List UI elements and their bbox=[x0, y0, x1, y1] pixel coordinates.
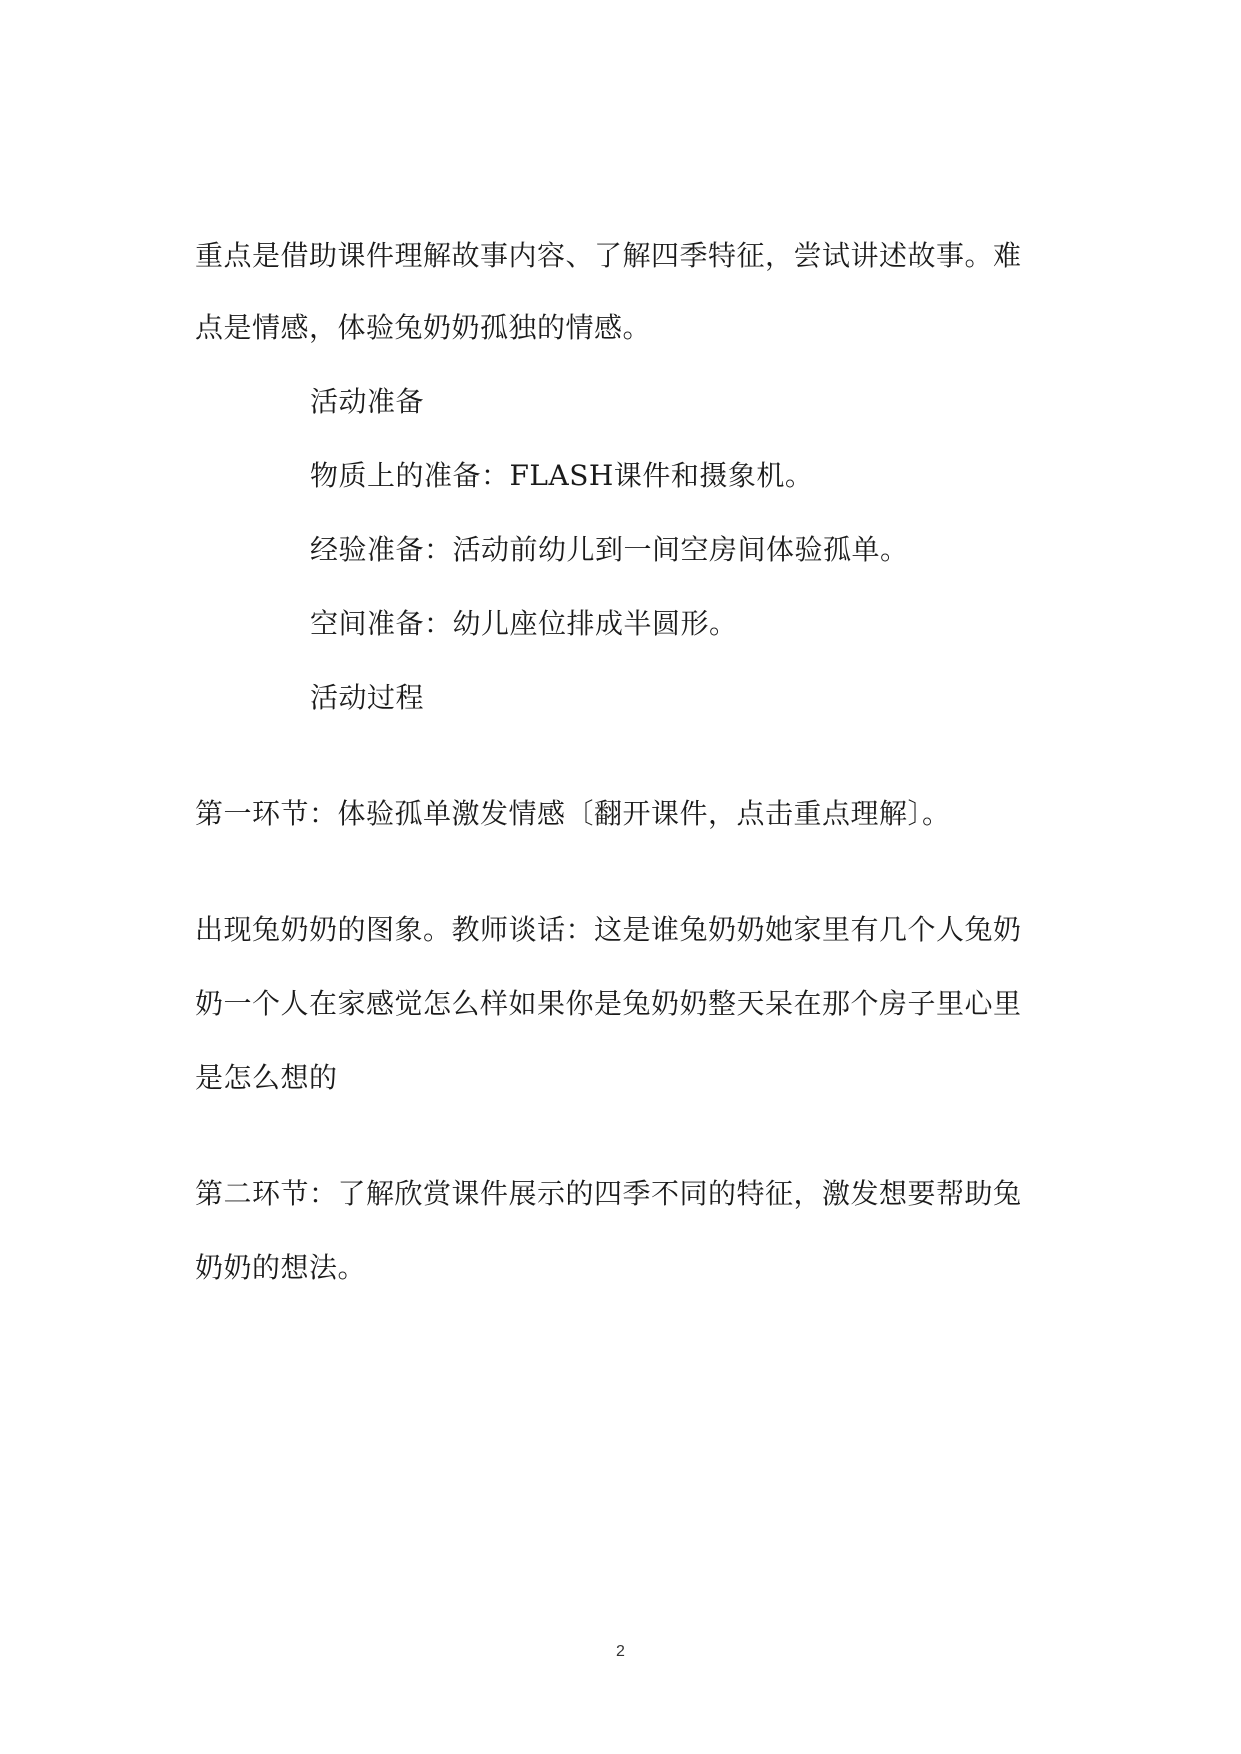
step1-detail-line-2: 奶一个人在家感觉怎么样如果你是兔奶奶整天呆在那个房子里心里 bbox=[195, 987, 1022, 1020]
step1-detail-line-3: 是怎么想的 bbox=[195, 1061, 338, 1094]
step1-detail-line-1: 出现兔奶奶的图象。教师谈话：这是谁兔奶奶她家里有几个人兔奶 bbox=[195, 913, 1022, 946]
prep-experience: 经验准备：活动前幼儿到一间空房间体验孤单。 bbox=[310, 533, 909, 566]
prep-space: 空间准备：幼儿座位排成半圆形。 bbox=[310, 607, 738, 640]
prep-heading: 活动准备 bbox=[310, 385, 425, 418]
focus-line-2: 点是情感，体验兔奶奶孤独的情感。 bbox=[195, 311, 652, 344]
process-heading: 活动过程 bbox=[310, 681, 425, 714]
step1-heading: 第一环节：体验孤单激发情感〔翻开课件，点击重点理解〕。 bbox=[195, 797, 951, 830]
focus-line-1: 重点是借助课件理解故事内容、了解四季特征，尝试讲述故事。难 bbox=[195, 239, 1022, 272]
step2-line-1: 第二环节：了解欣赏课件展示的四季不同的特征，激发想要帮助兔 bbox=[195, 1177, 1022, 1210]
page-number: 2 bbox=[616, 1643, 625, 1660]
step2-line-2: 奶奶的想法。 bbox=[195, 1251, 367, 1284]
prep-material: 物质上的准备：FLASH课件和摄象机。 bbox=[310, 459, 814, 492]
